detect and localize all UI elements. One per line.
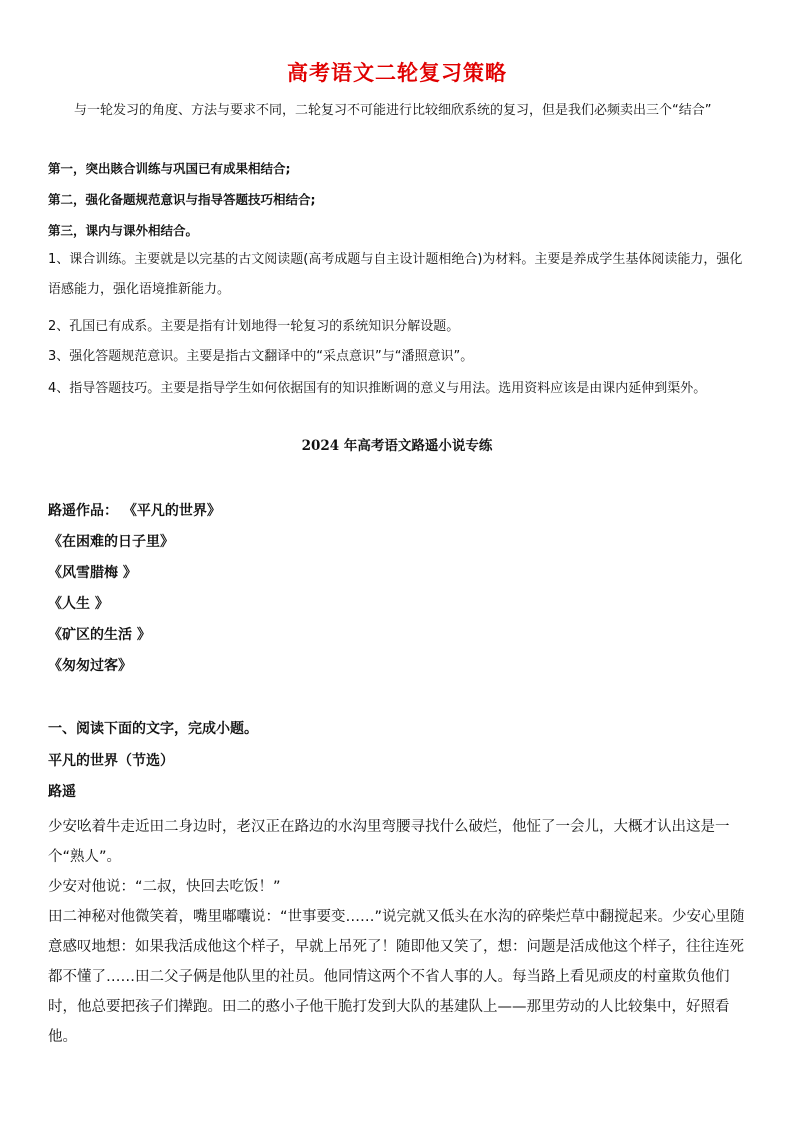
intro-paragraph: 与一轮发习的角度、方法与要求不同，二轮复习不可能进行比较细欣系统的复习，但是我们必频卖出三个“结合”: [74, 103, 712, 118]
question-heading: 一、阅读下面的文字，完成小题。: [48, 721, 258, 737]
story-text: [48, 812, 748, 1052]
point-3: 第三，课内与课外相结合。: [48, 223, 199, 238]
story-title: 平凡的世界（节选）: [48, 753, 174, 769]
point-1: 第一，突出賅合训练与巩国已有成果相结合;: [48, 161, 291, 176]
item-3: 3、强化答题规范意识。主要是指古文翻译中的“采点意识”与“潘照意识”。: [48, 349, 474, 364]
story-author: 路遥: [48, 784, 76, 800]
works-item: 《在困难的日子里》: [48, 534, 174, 550]
story-paragraph: 田二神秘对他微笑着，嘴里嘟囔说：“世事要变……”说完就又低头在水沟的碎柴烂草中翻搅起来。少安心里随意感叹地想：如果我活成他这个样子，早就上吊死了！随即他又笑了，想：问题是活成他这个样子，往往连死都不懂了……田二父子俩是他队里的社员。他同情这两个不省人事的人。每当路上看见顽皮的村童欺负他们时，他总要把孩子们撵跑。田二的憨小子他干脆打发到大队的基建队上——那里劳动的人比较集中，好照看他。: [48, 909, 745, 1045]
works-item: 《人生 》: [48, 596, 109, 612]
works-item: 《匆匆过客》: [48, 658, 132, 674]
section-subtitle: 2024 年高考语文路遥小说专练: [301, 438, 493, 454]
item-4: 4、指导答题技巧。主要是指导学生如何依据国有的知识推断调的意义与用法。选用资料应该是由课内延伸到渠外。: [48, 381, 707, 396]
point-2: 第二，强化备题规范意识与指导答题技巧相结合;: [48, 192, 316, 207]
works-list: [48, 500, 748, 686]
story-paragraph: 少安对他说：“二叔，快回去吃饭！”: [48, 879, 281, 895]
works-item: 路遥作品： 《平凡的世界》: [48, 503, 221, 519]
page-title: 高考语文二轮复习策略: [287, 61, 507, 85]
works-item: 《矿区的生活 》: [48, 627, 151, 643]
item-1: 1、课合训练。主要就是以完基的古文阅读题(高考成题与自主设计题相绝合)为材料。主要是养成学生基体阅读能力，强化语感能力，强化语境推新能力。: [48, 252, 743, 297]
story-paragraph: 少安吆着牛走近田二身边时，老汉正在路边的水沟里弯腰寻找什么破烂，他怔了一会儿，大概才认出这是一个“熟人”。: [48, 819, 730, 865]
works-item: 《风雪腊梅 》: [48, 565, 137, 581]
item-2: 2、孔国已有成系。主要是指有计划地得一轮复习的系统知识分解设题。: [48, 319, 460, 334]
